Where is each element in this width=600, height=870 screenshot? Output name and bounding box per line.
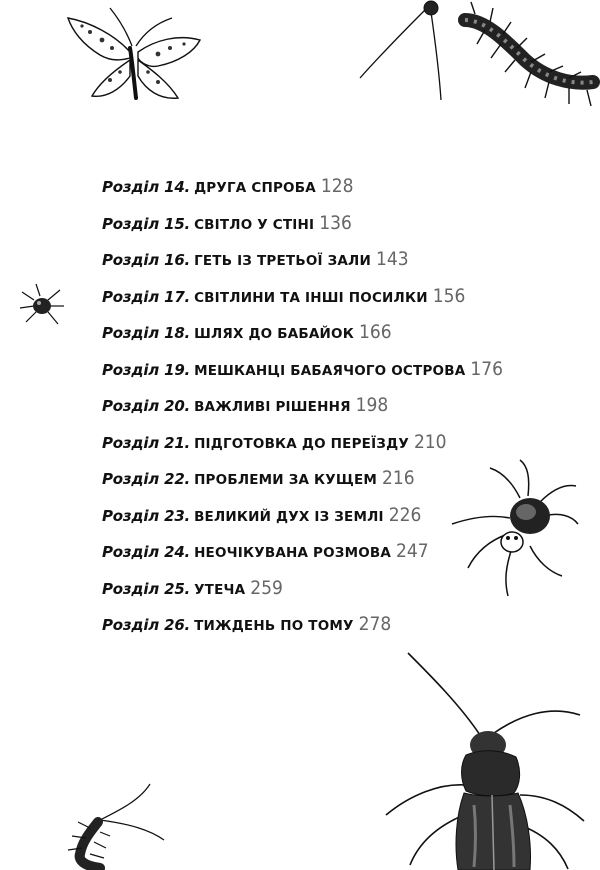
chapter-title: НЕОЧІКУВАНА РОЗМОВА (194, 545, 392, 561)
chapter-number: Розділ 18. (102, 324, 191, 342)
page-number: 226 (388, 503, 422, 526)
toc-entry (102, 570, 542, 607)
chapter-number: Розділ 14. (102, 178, 191, 196)
page-number: 136 (319, 211, 352, 234)
toc-entry (102, 387, 542, 424)
chapter-title: ШЛЯХ ДО БАБАЙОК (194, 326, 354, 342)
chapter-number: Розділ 19. (102, 360, 191, 379)
page-number: 143 (375, 248, 409, 270)
chapter-title: СВІТЛИНИ ТА ІНШІ ПОСИЛКИ (194, 289, 428, 306)
page-number: 247 (396, 540, 429, 562)
page-number: 216 (382, 467, 415, 489)
page-number: 128 (320, 175, 354, 197)
page-number: 259 (250, 576, 283, 599)
toc-entry (102, 460, 542, 497)
chapter-number: Розділ 17. (102, 287, 191, 306)
chapter-title: ГЕТЬ ІЗ ТРЕТЬОЇ ЗАЛИ (194, 253, 371, 269)
toc-entry (102, 497, 542, 534)
table-of-contents (102, 168, 542, 643)
toc-entry (102, 278, 542, 315)
centipede-illustration (355, 0, 600, 120)
toc-entry (102, 533, 542, 570)
page-number: 210 (413, 430, 447, 453)
toc-entry (102, 205, 542, 242)
chapter-number: Розділ 20. (102, 397, 191, 415)
chapter-title: УТЕЧА (194, 581, 246, 598)
toc-entry (102, 241, 542, 278)
chapter-number: Розділ 21. (102, 433, 191, 452)
chapter-title: ПРОБЛЕМИ ЗА КУЩЕМ (194, 472, 378, 488)
small-bug-illustration (18, 282, 66, 330)
moth-illustration (60, 0, 210, 110)
beetle-illustration (370, 645, 600, 870)
page-number: 278 (358, 613, 392, 635)
page-number: 166 (358, 321, 392, 343)
toc-entry (102, 424, 542, 461)
chapter-title: СВІТЛО У СТІНІ (194, 216, 315, 233)
toc-entry (102, 314, 542, 351)
chapter-title: ПІДГОТОВКА ДО ПЕРЕЇЗДУ (194, 435, 409, 452)
chapter-number: Розділ 15. (102, 214, 191, 233)
chapter-title: ВАЖЛИВІ РІШЕННЯ (194, 399, 351, 415)
page-number: 156 (432, 284, 466, 307)
page-number: 198 (355, 394, 389, 416)
chapter-number: Розділ 22. (102, 470, 191, 488)
chapter-number: Розділ 26. (102, 616, 191, 634)
toc-entry (102, 168, 542, 205)
chapter-title: МЕШКАНЦІ БАБАЯЧОГО ОСТРОВА (194, 362, 466, 379)
chapter-title: ТИЖДЕНЬ ПО ТОМУ (194, 618, 354, 634)
chapter-title: ВЕЛИКИЙ ДУХ ІЗ ЗЕМЛІ (194, 508, 384, 525)
chapter-number: Розділ 23. (102, 506, 191, 525)
chapter-title: ДРУГА СПРОБА (194, 180, 316, 196)
page-number: 176 (470, 357, 503, 380)
chapter-number: Розділ 24. (102, 543, 191, 561)
small-centipede-illustration (60, 780, 170, 870)
chapter-number: Розділ 16. (102, 251, 191, 269)
toc-entry (102, 351, 542, 388)
chapter-number: Розділ 25. (102, 579, 191, 598)
toc-entry (102, 606, 542, 643)
